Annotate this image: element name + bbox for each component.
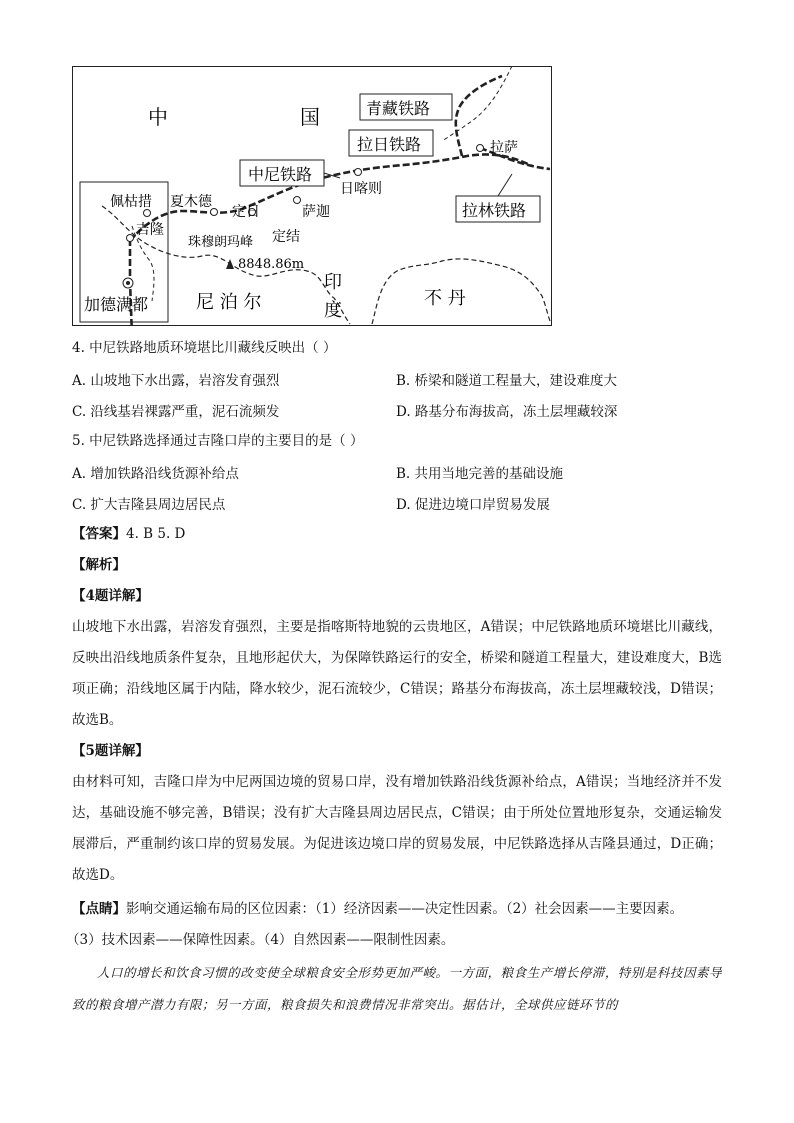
label-jilong: 吉隆 — [136, 222, 164, 238]
q4-stem: 4. 中尼铁路地质环境堪比川藏线反映出（ ） — [72, 340, 337, 356]
label-everest: 珠穆朗玛峰 — [188, 235, 254, 250]
detail-5-label: 【5题详解】 — [72, 743, 149, 759]
label-dingri: 定日 — [232, 204, 260, 220]
answer-label: 【答案】 — [72, 526, 126, 542]
label-xiamude: 夏木德 — [170, 194, 212, 210]
label-kathmandu: 加德满都 — [84, 295, 149, 314]
q5-option-a: A. 增加铁路沿线货源补给点 — [72, 466, 239, 482]
peikucuo-dot — [144, 210, 151, 217]
q5-stem: 5. 中尼铁路选择通过吉隆口岸的主要目的是（ ） — [72, 433, 364, 449]
analysis-label: 【解析】 — [72, 557, 126, 573]
q5-option-d: D. 促进边境口岸贸易发展 — [396, 497, 550, 513]
q4-option-b: B. 桥梁和隧道工程量大，建设难度大 — [396, 373, 618, 389]
detail-5-text: 由材料可知，吉隆口岸为中尼两国边境的贸易口岸，没有增加铁路沿线货源补给点，A错误；当地经济并不发达，基础设施不够完善，B错误；没有扩大吉隆县周边居民点，C错误；由于所处位置地形复杂，交通运输发展滞后，严重制约该口岸的贸易发展。为促进该边境口岸的贸易发展，中尼铁路选择从吉隆县通过，D正确；故选D。 — [72, 774, 722, 883]
rikaze-dot — [355, 169, 362, 176]
jilong-dot — [127, 235, 134, 242]
label-sajia: 萨迦 — [302, 204, 330, 220]
detail-4-text: 山坡地下水出露，岩溶发育强烈，主要是指喀斯特地貌的云贵地区，A错误；中尼铁路地质环境堪比川藏线，反映出沿线地质条件复杂，且地形起伏大，为保障铁路运行的安全，桥梁和隧道工程量大，建设难度大，B选项正确；沿线地区属于内陆，降水较少，泥石流较少，C错误；路基分布海拔高，冻土层埋藏较浅，D错误；故选B。 — [72, 619, 722, 728]
label-lari: 拉日铁路 — [357, 135, 422, 154]
everest-peak-icon — [226, 259, 234, 269]
label-height: 8848.86m — [238, 257, 305, 272]
label-dingjie: 定结 — [272, 229, 300, 245]
answer-text: 4. B 5. D — [126, 526, 186, 542]
q4-option-c: C. 沿线基岩裸露严重，泥石流频发 — [72, 404, 280, 420]
q4-option-a: A. 山坡地下水出露，岩溶发育强烈 — [72, 373, 280, 389]
tip-text-1: 影响交通运输布局的区位因素：（1）经济因素——决定性因素。（2）社会因素——主要因素。 — [126, 901, 684, 917]
label-rikaze: 日喀则 — [340, 181, 382, 197]
label-china: 中 — [148, 105, 168, 129]
label-peikucuo: 佩枯措 — [110, 194, 152, 210]
label-india-1: 印 — [324, 272, 342, 293]
q5-option-c: C. 扩大吉隆县周边居民点 — [72, 497, 226, 513]
lasa-dot — [477, 145, 484, 152]
q5-option-b: B. 共用当地完善的基础设施 — [396, 466, 564, 482]
label-zhongni: 中尼铁路 — [248, 165, 313, 184]
label-nepal: 尼 泊 尔 — [196, 292, 262, 313]
label-china-2: 国 — [300, 105, 320, 129]
label-qingzang: 青藏铁路 — [366, 99, 431, 118]
sajia-dot — [294, 197, 301, 204]
q4-option-d: D. 路基分布海拔高，冻土层埋藏较深 — [396, 404, 618, 420]
answer-line — [72, 524, 185, 544]
detail-4-label: 【4题详解】 — [72, 588, 149, 604]
label-bhutan: 不 丹 — [424, 288, 466, 309]
label-lasa: 拉萨 — [490, 140, 518, 156]
label-lalin: 拉林铁路 — [462, 201, 527, 220]
material-paragraph: 人口的增长和饮食习惯的改变使全球粮食安全形势更加严峻。一方面，粮食生产增长停滞，特别是科技因素导致的粮食增产潜力有限；另一方面，粮食损失和浪费情况非常突出。据估计，全球供应链环节的 — [72, 965, 722, 1012]
tip-line-1 — [72, 899, 683, 919]
tip-label: 【点睛】 — [72, 901, 126, 917]
tip-line-2: （3）技术因素——保障性因素。（4）自然因素——限制性因素。 — [66, 932, 455, 948]
label-india-2: 度 — [324, 300, 342, 321]
railway-map — [72, 66, 552, 326]
